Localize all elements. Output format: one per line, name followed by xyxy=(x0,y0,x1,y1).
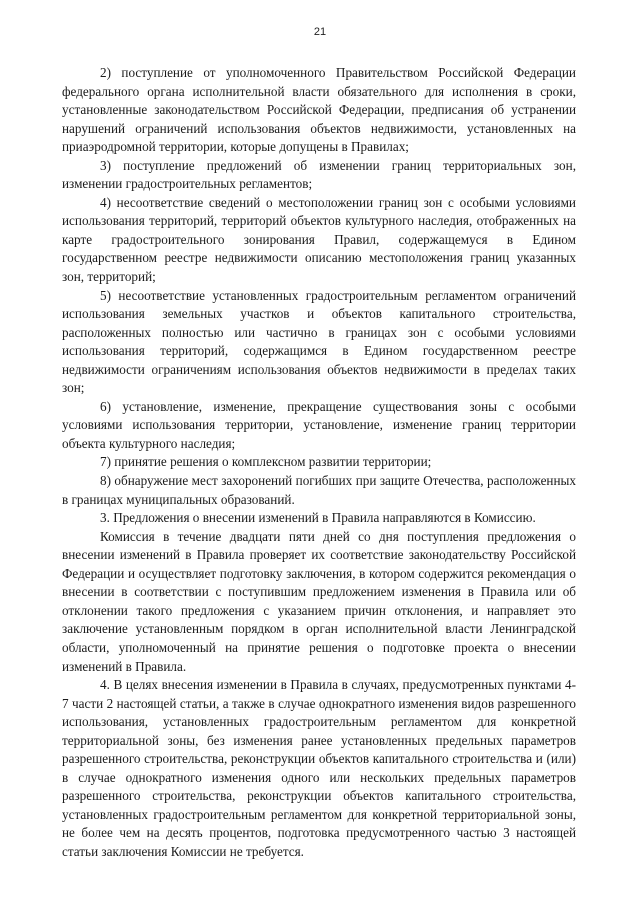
paragraph-item-6: 6) установление, изменение, прекращение существования зоны с особыми условиями использования территории, установление, изменение границ территории объекта культурного наследия; xyxy=(62,398,576,451)
paragraph-clause-3: 3. Предложения о внесении изменений в Правила направляются в Комиссию. xyxy=(100,510,536,526)
paragraph-clause-4: 4. В целях внесения изменении в Правила в случаях, предусмотренных пунктами 4-7 части 2 настоящей статьи, а также в случае однократного изменения видов разрешенного использования, установленных градостроительным регламентом для конкретной территориальной зоны, без изменения ранее установленных предельных параметров разрешенного строительства, реконструкции объектов капитального строительства и (или) в случае однократного изменения одного или нескольких предельных параметров разрешенного строительства, реконструкции объектов капитального строительства, установленных градостроительным регламентом для конкретной территориальной зоны, не более чем на десять процентов, подготовка предусмотренного частью 3 настоящей статьи заключения Комиссии не требуется. xyxy=(62,677,576,859)
paragraph-item-5: 5) несоответствие установленных градостроительным регламентом ограничений использования земельных участков и объектов капитального строительства, расположенных полностью или частично в границах зон с особыми условиями использования территорий, содержащимся в Едином государственном реестре недвижимости ограничениям использования объектов недвижимости в пределах таких зон; xyxy=(62,287,576,396)
paragraph-commission: Комиссия в течение двадцати пяти дней со дня поступления предложения о внесении изменений в Правила проверяет их соответствие законодательству Российской Федерации и осуществляет подготовку заключения, в котором содержится рекомендация о внесении в соответствии с поступившим предложением изменения в Правила или об отклонении такого предложения с указанием причин отклонения, и направляет это заключение установленным порядком в орган исполнительной власти Ленинградской области, уполномоченный на принятие решения о подготовке проекта о внесении изменений в Правила. xyxy=(62,528,576,674)
paragraph-item-7: 7) принятие решения о комплексном развитии территории; xyxy=(100,454,432,470)
paragraph-item-4: 4) несоответствие сведений о местоположении границ зон с особыми условиями использования территорий, территорий объектов культурного наследия, отображенных на карте градостроительного зонирования Правил, содержащемуся в Едином государственном реестре недвижимости описанию местоположения границ указанных зон, территорий; xyxy=(62,194,576,285)
paragraph-item-2: 2) поступление от уполномоченного Правительством Российской Федерации федерального органа исполнительной власти обязательного для исполнения в сроки, установленные законодательством Российской Федерации, предписания об устранении нарушений ограничений использования объектов недвижимости, установленных на приаэродромной территории, которые допущены в Правилах; xyxy=(62,65,576,155)
paragraph-item-8: 8) обнаружение мест захоронений погибших при защите Отечества, расположенных в границах муниципальных образований. xyxy=(62,473,576,507)
paragraph-item-3: 3) поступление предложений об изменении границ территориальных зон, изменении градостроительных регламентов; xyxy=(62,157,576,192)
page-number: 21 xyxy=(313,26,327,38)
document-body xyxy=(62,64,576,862)
